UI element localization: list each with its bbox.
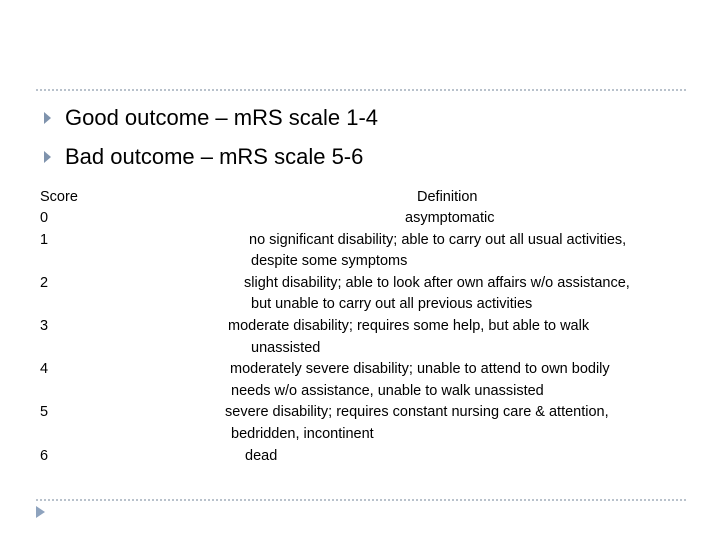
definition-line: despite some symptoms: [251, 253, 408, 269]
score-cell: 2: [40, 275, 49, 291]
definition-line: bedridden, incontinent: [231, 426, 374, 442]
bullet-good-outcome: [44, 103, 378, 133]
bullet-text: Good outcome – mRS scale 1-4: [65, 105, 379, 130]
triangle-bullet-icon: [44, 151, 51, 163]
score-cell: 1: [40, 232, 49, 248]
definition-line: slight disability; able to look after own affairs w/o assistance,: [244, 275, 630, 291]
score-cell: 4: [40, 361, 49, 377]
header-score: Score: [40, 189, 78, 205]
definition-line: but unable to carry out all previous activities: [251, 296, 533, 312]
slide-corner-arrow-icon: [36, 506, 45, 518]
triangle-bullet-icon: [44, 112, 51, 124]
score-cell: 5: [40, 404, 49, 420]
definition-line: unassisted: [251, 340, 321, 356]
definition-line: moderately severe disability; unable to attend to own bodily: [230, 361, 610, 377]
bullet-bad-outcome: [44, 142, 363, 172]
bottom-divider: [36, 499, 686, 501]
bullet-text: Bad outcome – mRS scale 5-6: [65, 144, 364, 169]
header-definition: Definition: [417, 189, 478, 205]
definition-line: severe disability; requires constant nursing care & attention,: [225, 404, 609, 420]
definition-line: asymptomatic: [405, 210, 495, 226]
definition-line: moderate disability; requires some help, but able to walk: [228, 318, 590, 334]
definition-line: no significant disability; able to carry out all usual activities,: [249, 232, 627, 248]
score-cell: 3: [40, 318, 49, 334]
top-divider: [36, 89, 686, 91]
definition-line: needs w/o assistance, unable to walk unassisted: [231, 383, 544, 399]
score-cell: 6: [40, 448, 49, 464]
definition-line: dead: [245, 448, 278, 464]
score-cell: 0: [40, 210, 49, 226]
